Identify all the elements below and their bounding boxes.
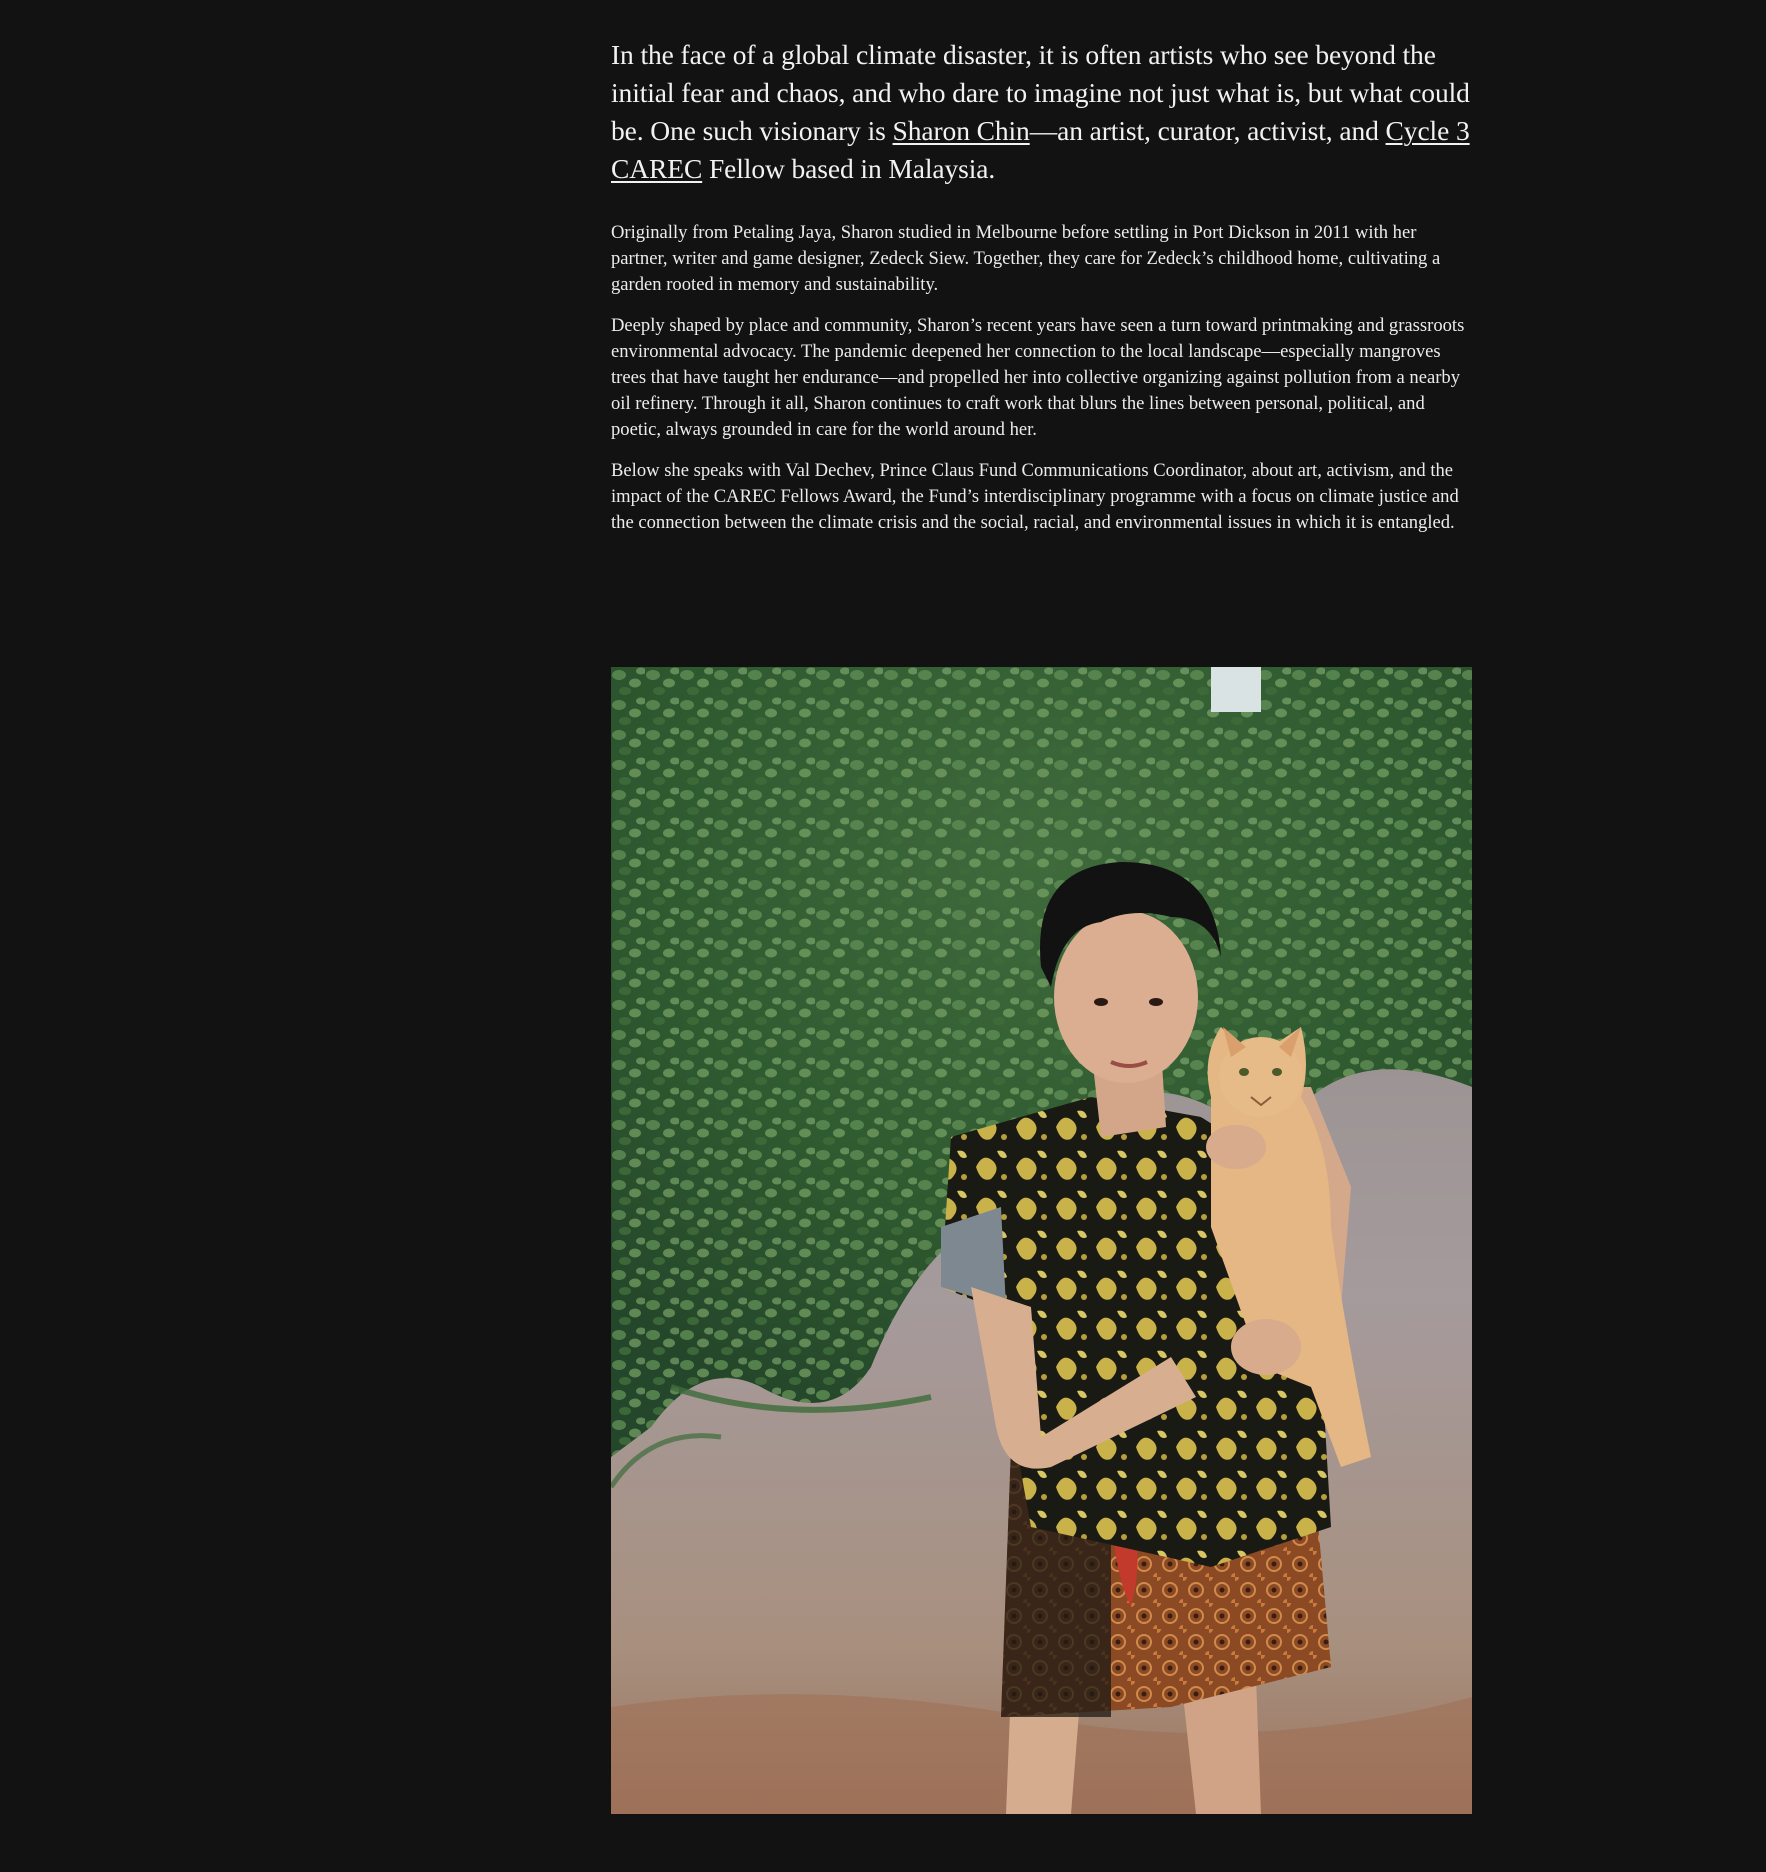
paragraph-interview-intro: Below she speaks with Val Dechev, Prince Claus Fund Communications Coordinator, about art, activism, and the impact of the CAREC Fellows Award, the Fund’s interdisciplinary programme with a focus on climate justice and the connection between the climate crisis and the social, racial, and environmental issues in which it is entangled. (611, 459, 1459, 534)
sharon-chin-link[interactable]: Sharon Chin (892, 115, 1030, 146)
lede-text-end: Fellow based in Malaysia. (702, 153, 996, 184)
portrait-photo (611, 667, 1472, 1814)
lede-text-start: In the face of a global climate disaster, it is often artists who see beyond the initial fear and chaos, and who dare to imagine not just what is, but what could be. One such visionary is (611, 39, 1470, 146)
article-lede (611, 36, 1473, 188)
article-content (611, 36, 1473, 536)
cycle-3-carec-link[interactable]: Cycle 3 CAREC (611, 115, 1470, 184)
paragraph-background: Originally from Petaling Jaya, Sharon studied in Melbourne before settling in Port Dickson in 2011 with her partner, writer and game designer, Zedeck Siew. Together, they care for Zedeck’s childhood home, cultivating a garden rooted in memory and sustainability. (611, 222, 1441, 296)
portrait-illustration (611, 667, 1472, 1814)
lede-text-middle: —an artist, curator, activist, and (1029, 115, 1386, 146)
paragraph-practice: Deeply shaped by place and community, Sharon’s recent years have seen a turn toward printmaking and grassroots environmental advocacy. The pandemic deepened her connection to the local landscape—especially mangroves trees that have taught her endurance—and propelled her into collective organizing against pollution from a nearby oil refinery. Through it all, Sharon continues to craft work that blurs the lines between personal, political, and poetic, always grounded in care for the world around her. (611, 314, 1465, 441)
